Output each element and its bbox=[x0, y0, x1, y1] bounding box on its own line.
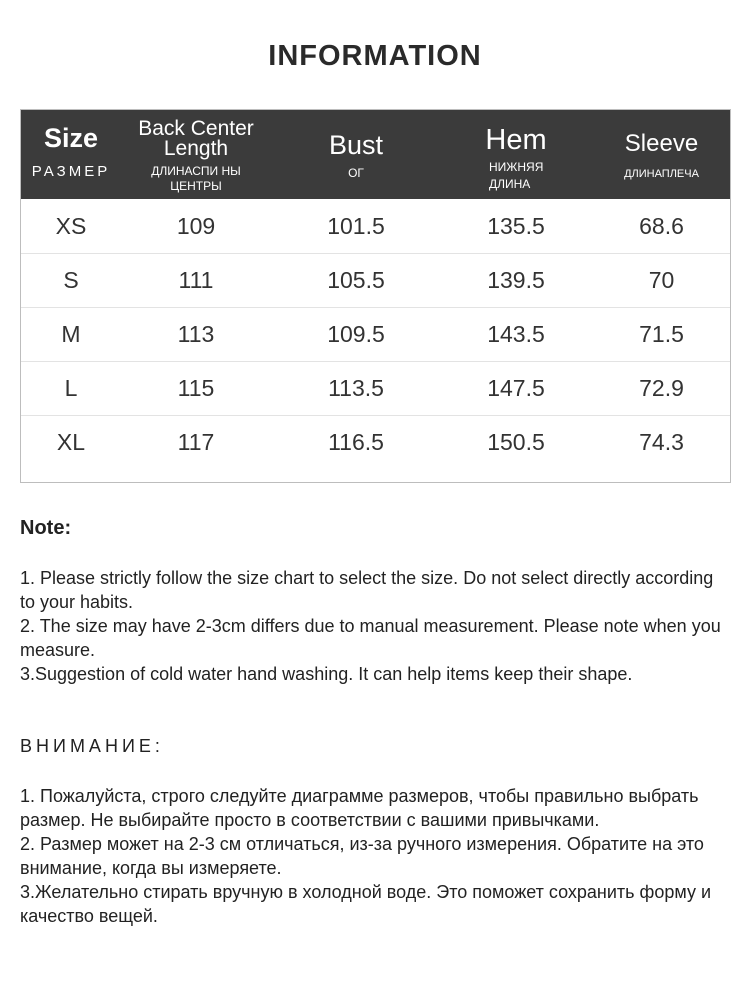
note-title: Note: bbox=[20, 517, 72, 539]
header-sleeve-sublabel: ДЛИНАПЛЕЧА bbox=[624, 168, 699, 180]
cell-size: XL bbox=[56, 429, 86, 455]
cell-sleeve: 70 bbox=[648, 267, 675, 293]
cell-back-center-length: 109 bbox=[176, 213, 216, 239]
cell-sleeve: 68.6 bbox=[639, 213, 684, 239]
cell-bust: 101.5 bbox=[327, 213, 385, 239]
table-row bbox=[21, 253, 730, 308]
header-hem bbox=[441, 110, 591, 199]
cell-size: M bbox=[61, 321, 81, 347]
note-ru-text bbox=[20, 784, 730, 928]
cell-back-center-length: 113 bbox=[177, 321, 215, 347]
note-text bbox=[20, 566, 730, 686]
table-row bbox=[21, 361, 730, 416]
cell-hem: 135.5 bbox=[487, 213, 545, 239]
header-size-label: Size bbox=[43, 123, 99, 153]
table-row bbox=[21, 415, 730, 469]
note-ru-title: ВНИМАНИЕ: bbox=[20, 736, 164, 756]
table-row bbox=[21, 307, 730, 362]
cell-back-center-length: 111 bbox=[178, 267, 214, 293]
header-sleeve bbox=[591, 110, 731, 199]
cell-sleeve: 74.3 bbox=[639, 429, 684, 455]
header-bust-sublabel: ОГ bbox=[348, 166, 364, 180]
table-header bbox=[21, 110, 730, 199]
cell-sleeve: 71.5 bbox=[639, 321, 684, 347]
header-hem-label: Hem bbox=[485, 124, 547, 156]
header-hem-sublabel: НИЖНЯЯ ДЛИНА bbox=[489, 160, 544, 191]
cell-size: L bbox=[64, 375, 78, 401]
cell-back-center-length: 115 bbox=[177, 375, 215, 401]
header-back-center-length-label: Back Center Length bbox=[138, 117, 254, 160]
cell-size: S bbox=[63, 267, 79, 293]
cell-bust: 109.5 bbox=[327, 321, 385, 347]
cell-bust: 105.5 bbox=[327, 267, 385, 293]
header-back-center-length bbox=[121, 110, 271, 199]
cell-hem: 150.5 bbox=[487, 429, 545, 455]
note-line: 3.Suggestion of cold water hand washing. It can help items keep their shape. bbox=[20, 664, 633, 684]
note-line: 1. Please strictly follow the size chart to select the size. Do not select directly according to your habits. bbox=[20, 568, 714, 612]
note-ru-line: 2. Размер может на 2-3 см отличаться, из-за ручного измерения. Обратите на это внимание, когда вы измеряете. bbox=[20, 834, 704, 878]
header-size bbox=[21, 110, 121, 199]
note-ru-line: 3.Желательно стирать вручную в холодной воде. Это поможет сохранить форму и качество вещей. bbox=[20, 882, 712, 926]
header-bust-label: Bust bbox=[328, 130, 384, 160]
cell-bust: 113.5 bbox=[328, 375, 384, 401]
cell-hem: 139.5 bbox=[487, 267, 545, 293]
note-line: 2. The size may have 2-3cm differs due to manual measurement. Please note when you measure. bbox=[20, 616, 721, 660]
header-size-sublabel: РАЗМЕР bbox=[31, 163, 111, 180]
cell-hem: 147.5 bbox=[487, 375, 545, 401]
cell-sleeve: 72.9 bbox=[639, 375, 684, 401]
header-sleeve-label: Sleeve bbox=[624, 130, 699, 157]
cell-bust: 116.5 bbox=[328, 429, 384, 455]
cell-hem: 143.5 bbox=[487, 321, 545, 347]
page-title: INFORMATION bbox=[268, 40, 482, 72]
header-bust bbox=[271, 110, 441, 199]
cell-back-center-length: 117 bbox=[177, 429, 215, 455]
note-ru-line: 1. Пожалуйста, строго следуйте диаграмме размеров, чтобы правильно выбрать размер. Не выбирайте просто в соответствии с вашими привычками. bbox=[20, 786, 699, 830]
size-table bbox=[20, 109, 731, 483]
table-row bbox=[21, 199, 730, 254]
header-back-center-length-sublabel: ДЛИНАСПИ НЫ ЦЕНТРЫ bbox=[151, 164, 241, 193]
cell-size: XS bbox=[55, 213, 87, 239]
